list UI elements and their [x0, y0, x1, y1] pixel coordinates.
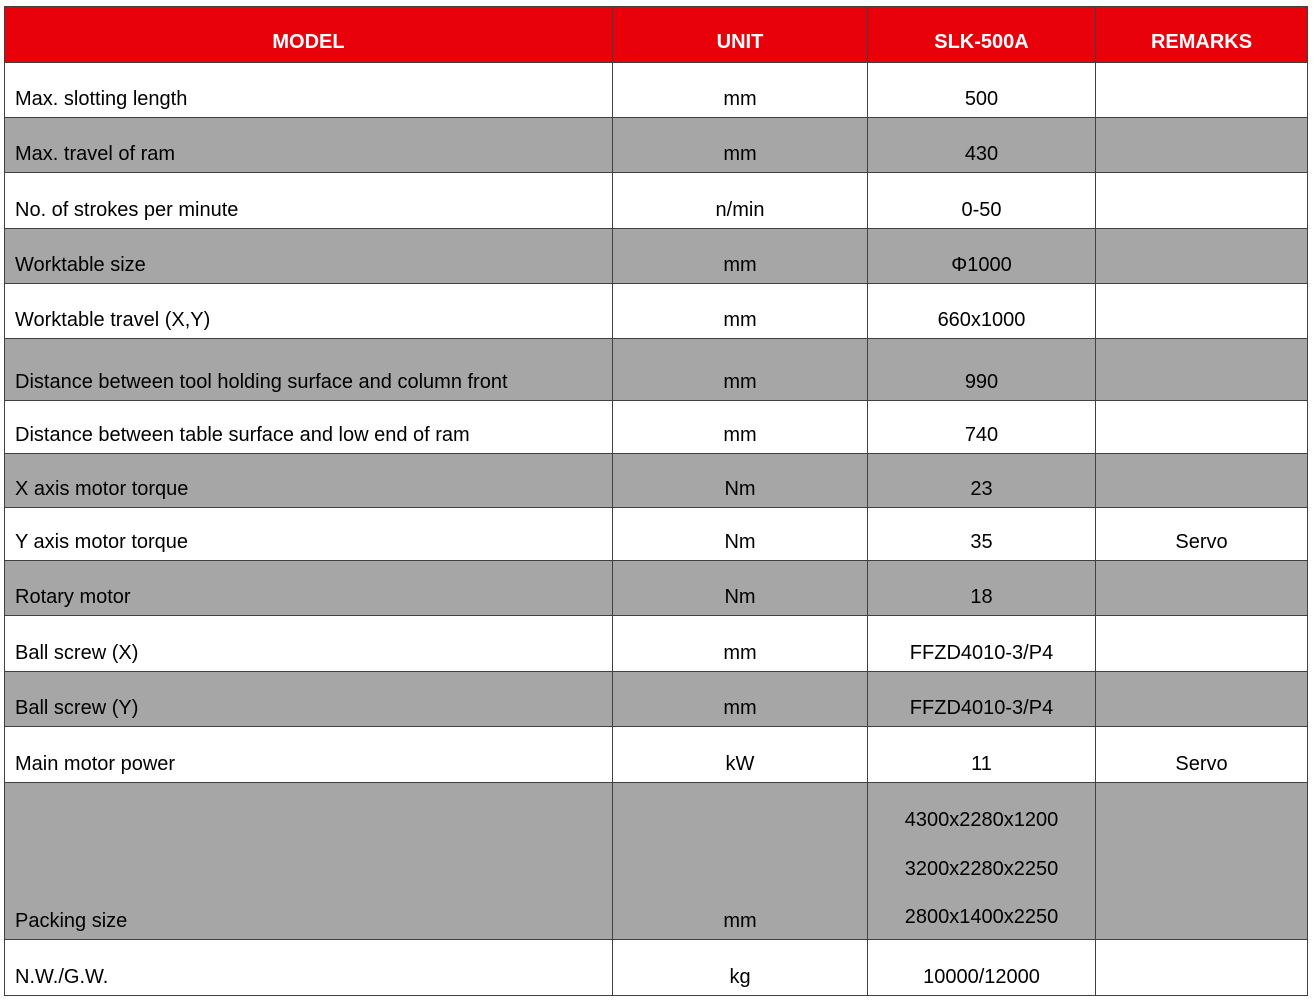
- header-slk: SLK-500A: [868, 7, 1096, 63]
- row-value: FFZD4010-3/P4: [868, 672, 1096, 727]
- row-remarks: [1096, 940, 1308, 996]
- row-value: 500: [868, 63, 1096, 118]
- row-remarks: [1096, 672, 1308, 727]
- table-row: [5, 173, 1308, 229]
- row-remarks: [1096, 284, 1308, 339]
- row-param: No. of strokes per minute: [5, 173, 613, 229]
- row-param: Max. travel of ram: [5, 118, 613, 173]
- row-param: Worktable travel (X,Y): [5, 284, 613, 339]
- row-unit: kW: [613, 727, 868, 783]
- row-unit: mm: [613, 339, 868, 401]
- table-row: [5, 229, 1308, 284]
- table-row: [5, 284, 1308, 339]
- row-remarks: [1096, 454, 1308, 508]
- row-unit: mm: [613, 229, 868, 284]
- row-param: N.W./G.W.: [5, 940, 613, 996]
- row-param: Ball screw (Y): [5, 672, 613, 727]
- table-row: [5, 727, 1308, 783]
- row-remarks: [1096, 339, 1308, 401]
- table-row: [5, 63, 1308, 118]
- row-unit: mm: [613, 118, 868, 173]
- row-param: Distance between tool holding surface and column front: [5, 339, 613, 401]
- header-row: [5, 7, 1308, 63]
- row-unit: mm: [613, 401, 868, 454]
- row-param: Y axis motor torque: [5, 508, 613, 561]
- row-value: 35: [868, 508, 1096, 561]
- row-remarks: [1096, 783, 1308, 940]
- row-param: Rotary motor: [5, 561, 613, 616]
- row-remarks: [1096, 229, 1308, 284]
- packing-value: 2800x1400x2250: [904, 906, 1059, 928]
- row-unit: kg: [613, 940, 868, 996]
- row-unit: mm: [613, 616, 868, 672]
- row-remarks: [1096, 118, 1308, 173]
- table-row: [5, 561, 1308, 616]
- packing-value: 4300x2280x1200: [904, 809, 1059, 831]
- packing-values: [868, 797, 1095, 933]
- row-param: Main motor power: [5, 727, 613, 783]
- row-value: 430: [868, 118, 1096, 173]
- row-value: 660x1000: [868, 284, 1096, 339]
- row-value: 23: [868, 454, 1096, 508]
- row-param: X axis motor torque: [5, 454, 613, 508]
- row-remarks: [1096, 616, 1308, 672]
- table-row: [5, 401, 1308, 454]
- row-param: Worktable size: [5, 229, 613, 284]
- row-param: Distance between table surface and low end of ram: [5, 401, 613, 454]
- row-remarks: Servo: [1096, 727, 1308, 783]
- row-unit: Nm: [613, 561, 868, 616]
- row-value: 990: [868, 339, 1096, 401]
- row-unit: mm: [613, 783, 868, 940]
- row-unit: Nm: [613, 508, 868, 561]
- row-remarks: [1096, 561, 1308, 616]
- row-value: 740: [868, 401, 1096, 454]
- table-row: [5, 454, 1308, 508]
- table-row: [5, 508, 1308, 561]
- row-value: 0-50: [868, 173, 1096, 229]
- row-unit: mm: [613, 672, 868, 727]
- row-unit: Nm: [613, 454, 868, 508]
- packing-value: 3200x2280x2250: [904, 857, 1059, 880]
- row-param: Max. slotting length: [5, 63, 613, 118]
- row-unit: mm: [613, 284, 868, 339]
- table-row: [5, 940, 1308, 996]
- header-model: MODEL: [5, 7, 613, 63]
- row-value: 11: [868, 727, 1096, 783]
- row-remarks: Servo: [1096, 508, 1308, 561]
- header-remarks: REMARKS: [1096, 7, 1308, 63]
- table-row: [5, 616, 1308, 672]
- row-value: Φ1000: [868, 229, 1096, 284]
- row-unit: mm: [613, 63, 868, 118]
- row-unit: n/min: [613, 173, 868, 229]
- row-param: Packing size: [5, 783, 613, 940]
- table-row: [5, 118, 1308, 173]
- row-remarks: [1096, 63, 1308, 118]
- row-remarks: [1096, 173, 1308, 229]
- row-value: 18: [868, 561, 1096, 616]
- row-value: FFZD4010-3/P4: [868, 616, 1096, 672]
- row-value: 10000/12000: [868, 940, 1096, 996]
- table-row: [5, 339, 1308, 401]
- table-row-packing: [5, 783, 1308, 940]
- table-row: [5, 672, 1308, 727]
- packing-values-cell: [868, 783, 1096, 940]
- row-remarks: [1096, 401, 1308, 454]
- row-param: Ball screw (X): [5, 616, 613, 672]
- header-unit: UNIT: [613, 7, 868, 63]
- spec-table: [4, 6, 1308, 996]
